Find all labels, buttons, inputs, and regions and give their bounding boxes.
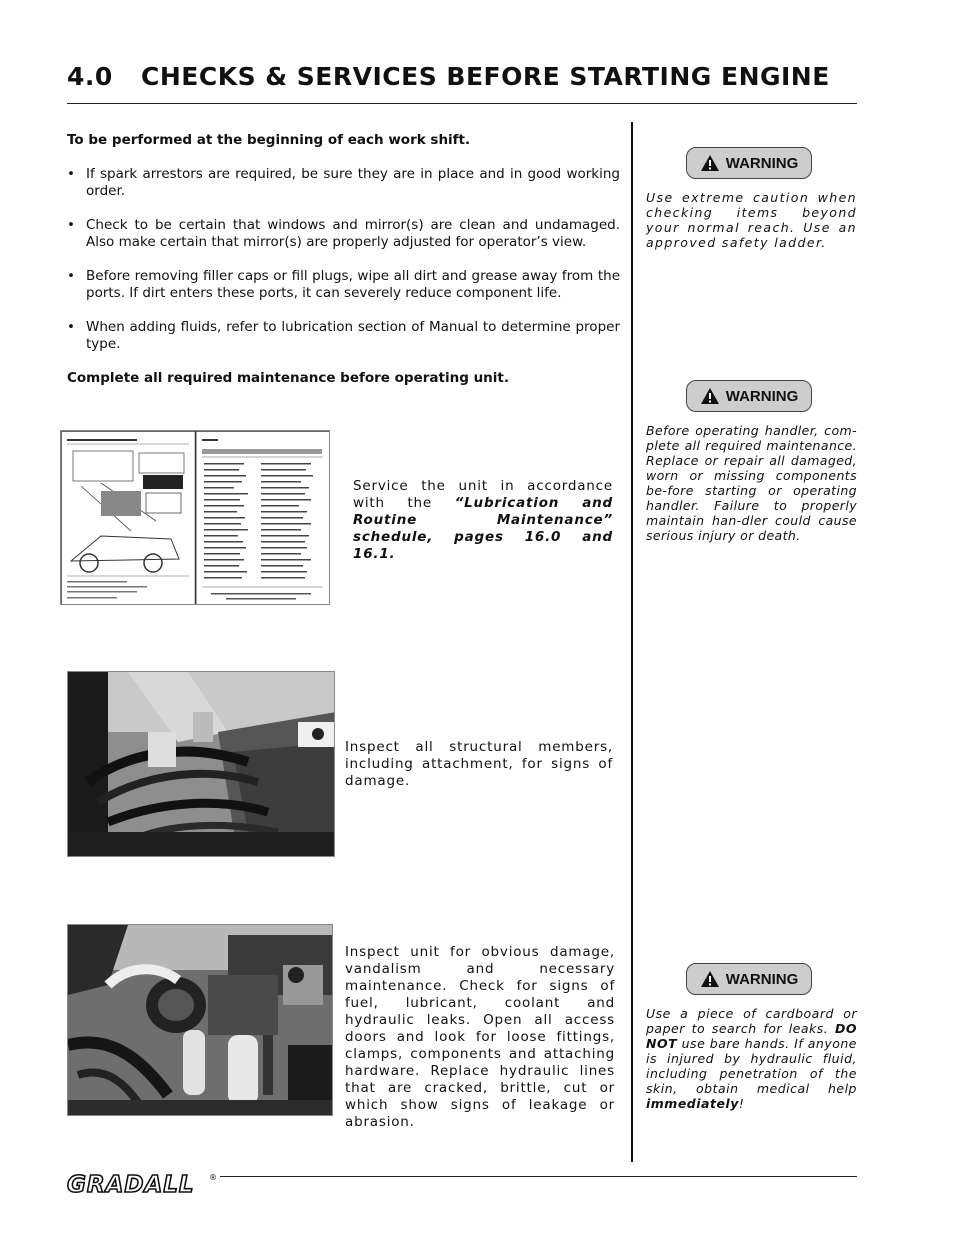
warning-triangle-icon <box>700 970 720 988</box>
warning-text-part: use bare hands. If anyone is injured by hydraulic fluid, including penetration of the skin, obtain medical help <box>646 1036 857 1096</box>
section-number: 4.0 <box>67 62 113 91</box>
engine-caption: Inspect unit for obvious damage, vandalism and necessary maintenance. Check for signs of fuel, lubricant, coolant and hydraulic leaks. Open all access doors and look for loose fittings, clamps, components and attaching hardware. Replace hydraulic lines that are cracked, brittle, cut or which show signs of leakage or abrasion. <box>345 944 615 1130</box>
warning-triangle-icon <box>700 387 720 405</box>
manual-caption-reference: “Lubrication and Routine Maintenance” schedule, pages 16.0 and 16.1. <box>353 495 613 562</box>
manual-caption-text: Service the unit in accordance with the <box>353 478 613 511</box>
warning-label: WARNING <box>725 387 799 405</box>
logo-text: GRADALL <box>67 1172 195 1198</box>
gradall-logo <box>67 1168 217 1198</box>
structural-members-photo <box>67 671 335 857</box>
footer-divider <box>220 1176 857 1177</box>
structural-caption: Inspect all structural members, including attachment, for signs of damage. <box>345 739 613 789</box>
list-item: • When adding fluids, refer to lubrication section of Manual to determine proper type. <box>67 319 620 353</box>
warning-badge <box>686 380 812 412</box>
warning-text-part: ! <box>738 1096 745 1111</box>
checklist <box>67 166 620 353</box>
list-item: • Before removing filler caps or fill plugs, wipe all dirt and grease away from the ports. If dirt enters these ports, it can severely reduce component life. <box>67 268 620 302</box>
warning-badge <box>686 963 812 995</box>
manual-caption <box>353 478 613 563</box>
warning-label: WARNING <box>725 970 799 988</box>
warning-text: Use extreme caution when checking items beyond your normal reach. Use an approved safety ladder. <box>646 190 857 250</box>
warning-text: Before operating handler, com-plete all required maintenance. Replace or repair all damaged, worn or missing components be-fore starting or operating handler. Failure to properly maintain han-dler could cause serious injury or death. <box>646 423 857 543</box>
list-item: • Check to be certain that windows and mirror(s) are clean and undamaged. Also make certain that mirror(s) are properly adjusted for operator’s view. <box>67 217 620 251</box>
page-title: CHECKS & SERVICES BEFORE STARTING ENGINE <box>141 62 830 91</box>
warning-emphasis: DO NOT <box>646 1021 857 1051</box>
intro-lead: To be performed at the beginning of each work shift. <box>67 132 471 148</box>
warning-text <box>646 1006 857 1111</box>
registered-mark: ® <box>209 1173 217 1182</box>
warning-triangle-icon <box>700 154 720 172</box>
warning-emphasis: immediately <box>646 1096 739 1111</box>
warning-text-part: Use a piece of cardboard or paper to search for leaks. <box>646 1006 857 1036</box>
engine-compartment-photo <box>67 924 333 1116</box>
intro-section <box>67 132 620 387</box>
intro-closing: Complete all required maintenance before operating unit. <box>67 370 510 386</box>
title-divider <box>67 103 857 104</box>
manual-pages-image <box>60 430 330 605</box>
list-item: • If spark arrestors are required, be sure they are in place and in good working order. <box>67 166 620 200</box>
warning-badge <box>686 147 812 179</box>
warning-label: WARNING <box>725 154 799 172</box>
column-divider <box>631 122 633 1162</box>
